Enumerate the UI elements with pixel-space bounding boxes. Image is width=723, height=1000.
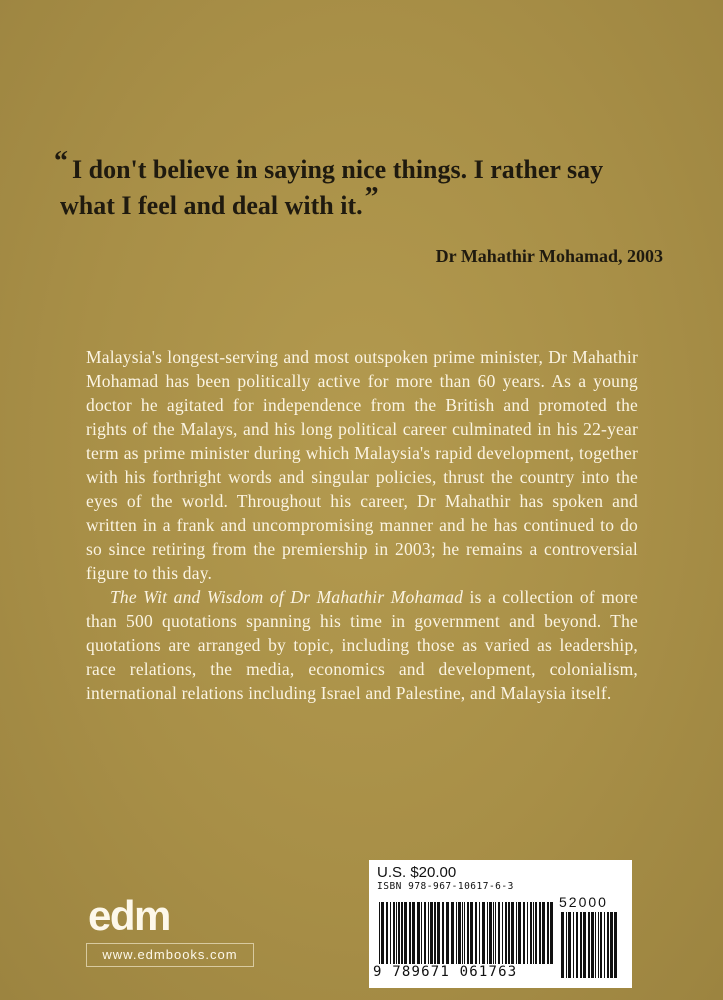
price-code: 52000 [559,894,608,910]
barcode-bar [479,902,480,964]
pull-quote [54,146,660,224]
barcode-bar [573,912,574,978]
barcode-bar [595,912,596,978]
barcode-bar [508,902,510,964]
barcode-bar [511,902,514,964]
barcode-bar [489,902,492,964]
barcode-bar [530,902,532,964]
barcode-bar [591,912,594,978]
barcode-bar [428,902,429,964]
barcode-bar [421,902,422,964]
barcode-bar [542,902,545,964]
barcode-bar [412,902,415,964]
close-quote-mark: ” [364,182,379,213]
barcode-bar [498,902,500,964]
publisher-url: www.edmbooks.com [86,943,254,967]
barcode-bar [451,902,454,964]
barcode-bar [430,902,433,964]
isbn-label: ISBN 978-967-10617-6-3 [377,881,514,892]
barcode-bar [502,902,503,964]
barcode-bar [604,912,605,978]
barcode-bar [614,912,617,978]
barcode-bar [583,912,586,978]
barcode-bar [437,902,440,964]
barcode-bar [458,902,461,964]
ean-digits: 9 789671 061763 [373,964,518,980]
barcode-bar [386,902,388,964]
barcode-bar [379,902,380,964]
barcode-bar [409,902,411,964]
barcode-bar [516,902,517,964]
barcode-bar [580,912,582,978]
barcode-bar [547,902,549,964]
barcode-bar [561,912,564,978]
barcode-bar [527,902,528,964]
price-label: U.S. $20.00 [377,864,457,881]
barcode-bar [495,902,496,964]
barcode-bar [482,902,485,964]
addon-barcode-icon [559,912,621,978]
book-description [86,345,638,705]
barcode-bar [600,912,602,978]
barcode-bar [607,912,609,978]
description-paragraph-2-text: is a collection of more than 500 quotations spanning his time in government and beyond. The quotations are arranged by topic, including those as varied as leadership, race relations, the media, economics and development, colonialism, international relations including Israel and Palestine, and Malaysia itself. [86,587,638,703]
barcode-bar [396,902,397,964]
barcode-bar [446,902,449,964]
barcode-bar [588,912,590,978]
barcode-bar [417,902,420,964]
barcode-bar [462,902,463,964]
barcode-bar [401,902,403,964]
barcode-bar [434,902,436,964]
barcode-bar [539,902,541,964]
quote-text: I don't believe in saying nice things. I rather say what I feel and deal with it. [60,155,604,220]
barcode-bar [424,902,426,964]
barcode-bar [404,902,407,964]
barcode-bar [533,902,534,964]
barcode-bar [566,912,567,978]
barcode-bar [442,902,444,964]
barcode-bar [470,902,473,964]
book-title: The Wit and Wisdom of Dr Mahathir Mohamad [110,587,464,607]
barcode-bar [568,912,571,978]
barcode-bar [576,912,578,978]
barcode-bar [550,902,553,964]
barcode-bar [381,902,384,964]
quote-attribution: Dr Mahathir Mohamad, 2003 [435,246,663,266]
description-paragraph-2 [86,585,638,705]
description-paragraph-1: Malaysia's longest-serving and most outspoken prime minister, Dr Mahathir Mohamad has been politically active for more than 60 years. As a young doctor he agitated for independence from the British and promoted the rights of the Malays, and his long political career culminated in his 22-year term as prime minister during which Malaysia's rapid development, together with his forthright words and singular policies, thrust the country into the eyes of the world. Throughout his career, Dr Mahathir has spoken and written in a frank and uncompromising manner and he has continued to do so since retiring from the premiership in 2003; he remains a controversial figure to this day. [86,347,638,583]
barcode-bar [487,902,488,964]
barcode-bar [398,902,400,964]
barcode-bar [393,902,395,964]
barcode-bar [493,902,494,964]
barcode-bar [610,912,613,978]
barcode-label [369,860,632,988]
barcode-bar [518,902,521,964]
barcode-bar [535,902,537,964]
barcode-bar [598,912,599,978]
barcode-bar [475,902,477,964]
barcode-bar [456,902,457,964]
publisher-logo: edm [88,892,170,939]
barcode-bar [467,902,469,964]
publisher-block [86,892,258,967]
ean-barcode-icon [377,902,557,964]
barcode-bar [523,902,525,964]
barcode-bar [390,902,391,964]
open-quote-mark: “ [54,146,68,177]
barcode-bar [505,902,507,964]
barcode-bar [464,902,465,964]
